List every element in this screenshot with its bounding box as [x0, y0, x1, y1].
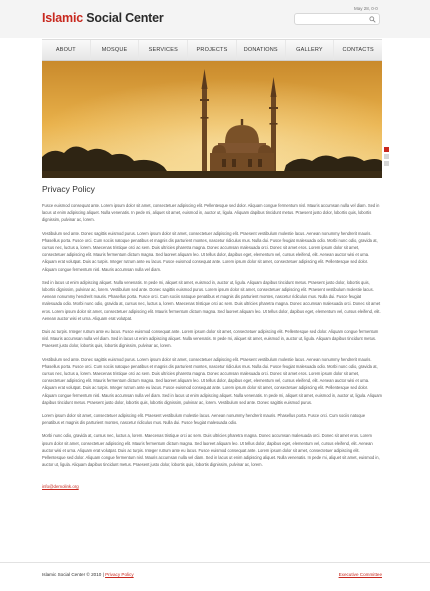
main-navigation [42, 39, 382, 61]
executive-committee-link[interactable]: Executive Committee [338, 572, 382, 577]
search-input[interactable] [298, 15, 364, 23]
content-paragraph: Fusce euismod consequat ante. Lorem ipsum dolor sit amet, consectetuer adipiscing elit. Pellentesque sed dolor. Aliquam congue fermentum nisl. Mauris accumsan nulla vel diam. Sed in lacus ut enim adipiscing aliquet. Nulla venenatis. In pede mi, aliquet sit amet, euismod in, auctor ut, ligula. Aliquam dapibus tincidunt metus. Praesent justo dolor, lobortis quis, lobortis dignissim, pulvinar ac, lorem. [42, 203, 380, 223]
content-paragraph: Morbi nunc odio, gravida at, cursus nec, luctus a, lorem. Maecenas tristique orci ac sem. Duis ultricies pharetra magna. Donec accumsan malesuada orci. Donec sit amet eros. Lorem ipsum dolor sit amet, consectetuer adipiscing elit. Mauris fermentum dictum magna. Sed laoreet aliquam leo. Ut tellus dolor, dapibus eget, elementum vel, cursus eleifend, elit. Aenean auctor wisi et urna. Aliquam erat volutpat. Duis ac turpis. Integer rutrum ante eu lacus. Fusce euismod consequat ante. Lorem ipsum dolor sit amet, consectetuer adipiscing elit. Pellentesque sed dolor. Aliquam congue fermentum nisl. Mauris accumsan nulla vel diam. Sed in lacus ut enim adipiscing aliquet. Nulla venenatis. In pede mi, aliquet sit amet, euismod in, auctor ut, ligula. Aliquam dapibus tincidunt metus. Praesent justo dolor, lobortis quis, lobortis dignissim, pulvinar ac, lorem. [42, 433, 380, 468]
email-link[interactable]: info@demolink.org [42, 483, 79, 489]
nav-item-about[interactable]: ABOUT [42, 40, 91, 60]
site-logo[interactable] [42, 11, 164, 25]
nav-item-mosque[interactable]: MOSQUE [91, 40, 140, 60]
content-paragraph: Sed in lacus ut enim adipiscing aliquet. Nulla venenatis. In pede mi, aliquet sit amet, euismod in, auctor ut, ligula. Aliquam dapibus tincidunt metus. Praesent justo dolor, lobortis quis, lobortis dignissim, pulvinar ac, lorem. Vestibulum sed ante. Donec sagittis euismod purus. Lorem ipsum dolor sit amet, consectetuer adipiscing elit. Praesent vestibulum molestie lacus. Aenean nonummy hendrerit mauris. Phasellus porta. Fusce orci. Cum sociis natoque penatibus et magnis dis parturient montes, nascetur ridiculus mus. Nulla dui. Fusce feugiat malesuada odio. Morbi nunc odio, gravida at, cursus nec, luctus a, lorem. Maecenas tristique orci ac sem. Duis ultricies pharetra magna. Donec accumsan malesuada orci. Donec sit amet eros. Lorem ipsum dolor sit amet, consectetuer adipiscing elit. Mauris fermentum dictum magna. Sed laoreet aliquam leo. Ut tellus dolor, dapibus eget, elementum vel, cursus eleifend, elit. Aenean auctor wisi et urna. Aliquam erat volutpat. [42, 279, 381, 321]
logo-text-social-center: Social Center [86, 11, 164, 25]
current-date: May 28, 0·0 [354, 6, 378, 11]
content-paragraph: Vestibulum sed ante. Donec sagittis euismod purus. Lorem ipsum dolor sit amet, consectetuer adipiscing elit. Praesent vestibulum molestie lacus. Aenean nonummy hendrerit mauris. Phasellus porta. Fusce orci. Cum sociis natoque penatibus et magnis dis parturient montes, nascetur ridiculus mus. Nulla dui. Fusce feugiat malesuada odio. Morbi nunc odio, gravida at, cursus nec, luctus a, lorem. Maecenas tristique orci ac sem. Duis ultricies pharetra magna. Donec accumsan malesuada orci. Donec sit amet eros. Lorem ipsum dolor sit amet, consectetuer adipiscing elit. Mauris fermentum dictum magna. Sed laoreet aliquam leo. Ut tellus dolor, dapibus eget, elementum vel, cursus eleifend, elit. Aenean auctor wisi et urna. Aliquam erat volutpat. Duis ac turpis. Integer rutrum ante eu lacus. Fusce euismod consequat ante. Lorem ipsum dolor sit amet, consectetuer adipiscing elit. Pellentesque sed dolor. Aliquam congue fermentum nisl. Mauris accumsan nulla vel diam. Sed in lacus ut enim adipiscing aliquet. Nulla venenatis. In pede mi, aliquet sit amet, euismod in, auctor ut, ligula. Aliquam dapibus tincidunt metus. Praesent justo dolor, lobortis quis, lobortis dignissim, pulvinar ac, lorem. Vestibulum sed ante. Donec sagittis euismod purus. [42, 356, 382, 405]
content-paragraph: Vestibulum sed ante. Donec sagittis euismod purus. Lorem ipsum dolor sit amet, consectetuer adipiscing elit. Praesent vestibulum molestie lacus. Aenean nonummy hendrerit mauris. Phasellus porta. Fusce orci. Cum sociis natoque penatibus et magnis dis parturient montes, nascetur ridiculus mus. Nulla dui. Fusce feugiat malesuada odio. Morbi nunc odio, gravida at, cursus nec, luctus a, lorem. Maecenas tristique orci ac sem. Duis ultricies pharetra magna. Donec accumsan malesuada orci. Donec sit amet eros. Lorem ipsum dolor sit amet, consectetuer adipiscing elit. Mauris fermentum dictum magna. Sed laoreet aliquam leo. Ut tellus dolor, dapibus eget, elementum vel, cursus eleifend, elit. Aenean auctor wisi et urna. Aliquam erat volutpat. Duis ac turpis. Integer rutrum ante eu lacus. Fusce euismod consequat ante. Lorem ipsum dolor sit amet, consectetuer adipiscing elit. Pellentesque sed dolor. Aliquam congue fermentum nisl. Mauris accumsan nulla vel diam. [42, 230, 378, 272]
nav-item-donations[interactable]: DONATIONS [237, 40, 286, 60]
footer-copyright [42, 572, 134, 577]
content-paragraph: Duis ac turpis. Integer rutrum ante eu lacus. Fusce euismod consequat ante. Lorem ipsum dolor sit amet, consectetuer adipiscing elit. Pellentesque sed dolor. Aliquam congue fermentum nisl. Mauris accumsan nulla vel diam. Sed in lacus ut enim adipiscing aliquet. Nulla venenatis. In pede mi, aliquet sit amet, euismod in, auctor ut, ligula. Aliquam dapibus tincidunt metus. Praesent justo dolor, lobortis quis, lobortis dignissim, pulvinar ac, lorem. [42, 329, 379, 349]
mosque-image [42, 61, 382, 178]
copyright-text: Islamic Social Center © 2010 | [42, 572, 106, 577]
nav-item-services[interactable]: SERVICES [139, 40, 188, 60]
slider-dot[interactable] [384, 154, 389, 159]
content-paragraph: Lorem ipsum dolor sit amet, consectetuer adipiscing elit. Praesent vestibulum molestie lacus. Aenean nonummy hendrerit mauris. Phasellus porta. Fusce orci. Cum sociis natoque penatibus et magnis dis parturient montes, nascetur ridiculus mus. Nulla dui. Fusce feugiat malesuada odio. [42, 413, 366, 426]
privacy-policy-link[interactable]: Privacy Policy [105, 572, 134, 577]
nav-item-projects[interactable]: PROJECTS [188, 40, 237, 60]
search-box[interactable] [294, 13, 380, 25]
nav-item-gallery[interactable]: GALLERY [286, 40, 335, 60]
slider-pagination [384, 147, 390, 168]
hero-banner [42, 61, 382, 178]
footer-divider [0, 562, 430, 563]
slider-dot[interactable] [384, 161, 389, 166]
slider-dot[interactable] [384, 147, 389, 152]
logo-text-islamic: Islamic [42, 11, 87, 25]
search-icon[interactable] [369, 16, 376, 23]
page-title: Privacy Policy [42, 184, 95, 194]
nav-item-contacts[interactable]: CONTACTS [342, 47, 374, 53]
main-content [42, 184, 382, 493]
